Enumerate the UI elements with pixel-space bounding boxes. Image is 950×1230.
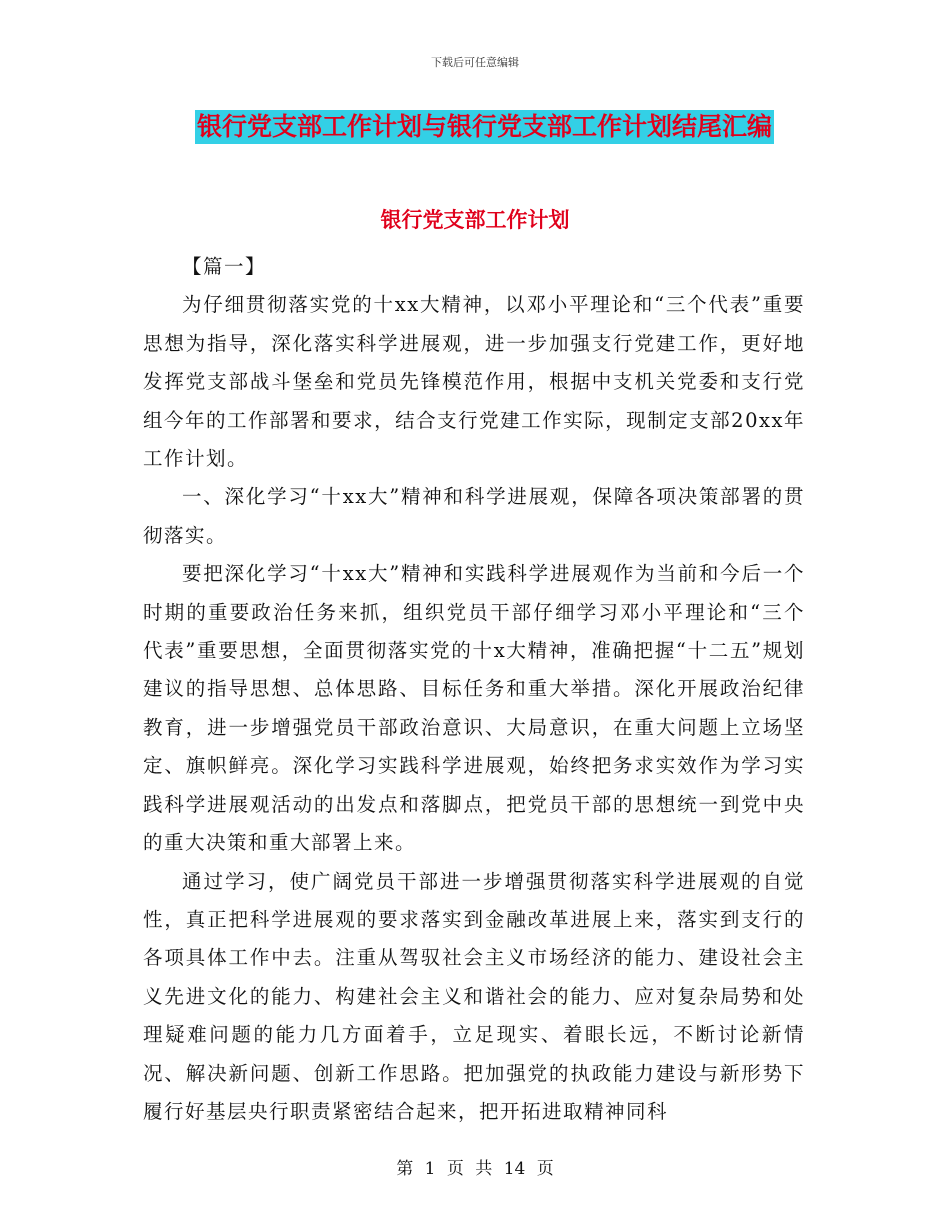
paragraph-3: 要把深化学习“十xx大”精神和实践科学进展观作为当前和今后一个时期的重要政治任务来抓，组织党员干部仔细学习邓小平理论和“三个代表”重要思想，全面贯彻落实党的十x大精神，准确把握“十二五”规划建议的指导思想、总体思路、目标任务和重大举措。深化开展政治纪律教育，进一步增强党员干部政治意识、大局意识，在重大问题上立场坚定、旗帜鲜亮。深化学习实践科学进展观，始终把务求实效作为学习实践科学进展观活动的出发点和落脚点，把党员干部的思想统一到党中央的重大决策和重大部署上来。 bbox=[143, 562, 805, 855]
paragraph-1: 为仔细贯彻落实党的十xx大精神，以邓小平理论和“三个代表”重要思想为指导，深化落实科学进展观，进一步加强支行党建工作，更好地发挥党支部战斗堡垒和党员先锋模范作用，根据中支机关党委和支行党组今年的工作部署和要求，结合支行党建工作实际，现制定支部20xx年工作计划。 bbox=[143, 293, 805, 471]
document-title: 银行党支部工作计划与银行党支部工作计划结尾汇编 bbox=[195, 110, 774, 144]
section-label: 【篇一】 bbox=[182, 255, 267, 278]
header-note: 下载后可任意编辑 bbox=[431, 56, 519, 69]
document-body bbox=[143, 248, 805, 1131]
page-footer: 第 1 页 共 14 页 bbox=[396, 1159, 554, 1179]
paragraph-4: 通过学习，使广阔党员干部进一步增强贯彻落实科学进展观的自觉性，真正把科学进展观的要求落实到金融改革进展上来，落实到支行的各项具体工作中去。注重从驾驭社会主义市场经济的能力、建设社会主义先进文化的能力、构建社会主义和谐社会的能力、应对复杂局势和处理疑难问题的能力几方面着手，立足现实、着眼长远，不断讨论新情况、解决新问题、创新工作思路。把加强党的执政能力建设与新形势下履行好基层央行职责紧密结合起来，把开拓进取精神同科 bbox=[143, 869, 805, 1123]
paragraph-2: 一、深化学习“十xx大”精神和科学进展观，保障各项决策部署的贯彻落实。 bbox=[143, 485, 805, 547]
section-title: 银行党支部工作计划 bbox=[380, 208, 570, 232]
